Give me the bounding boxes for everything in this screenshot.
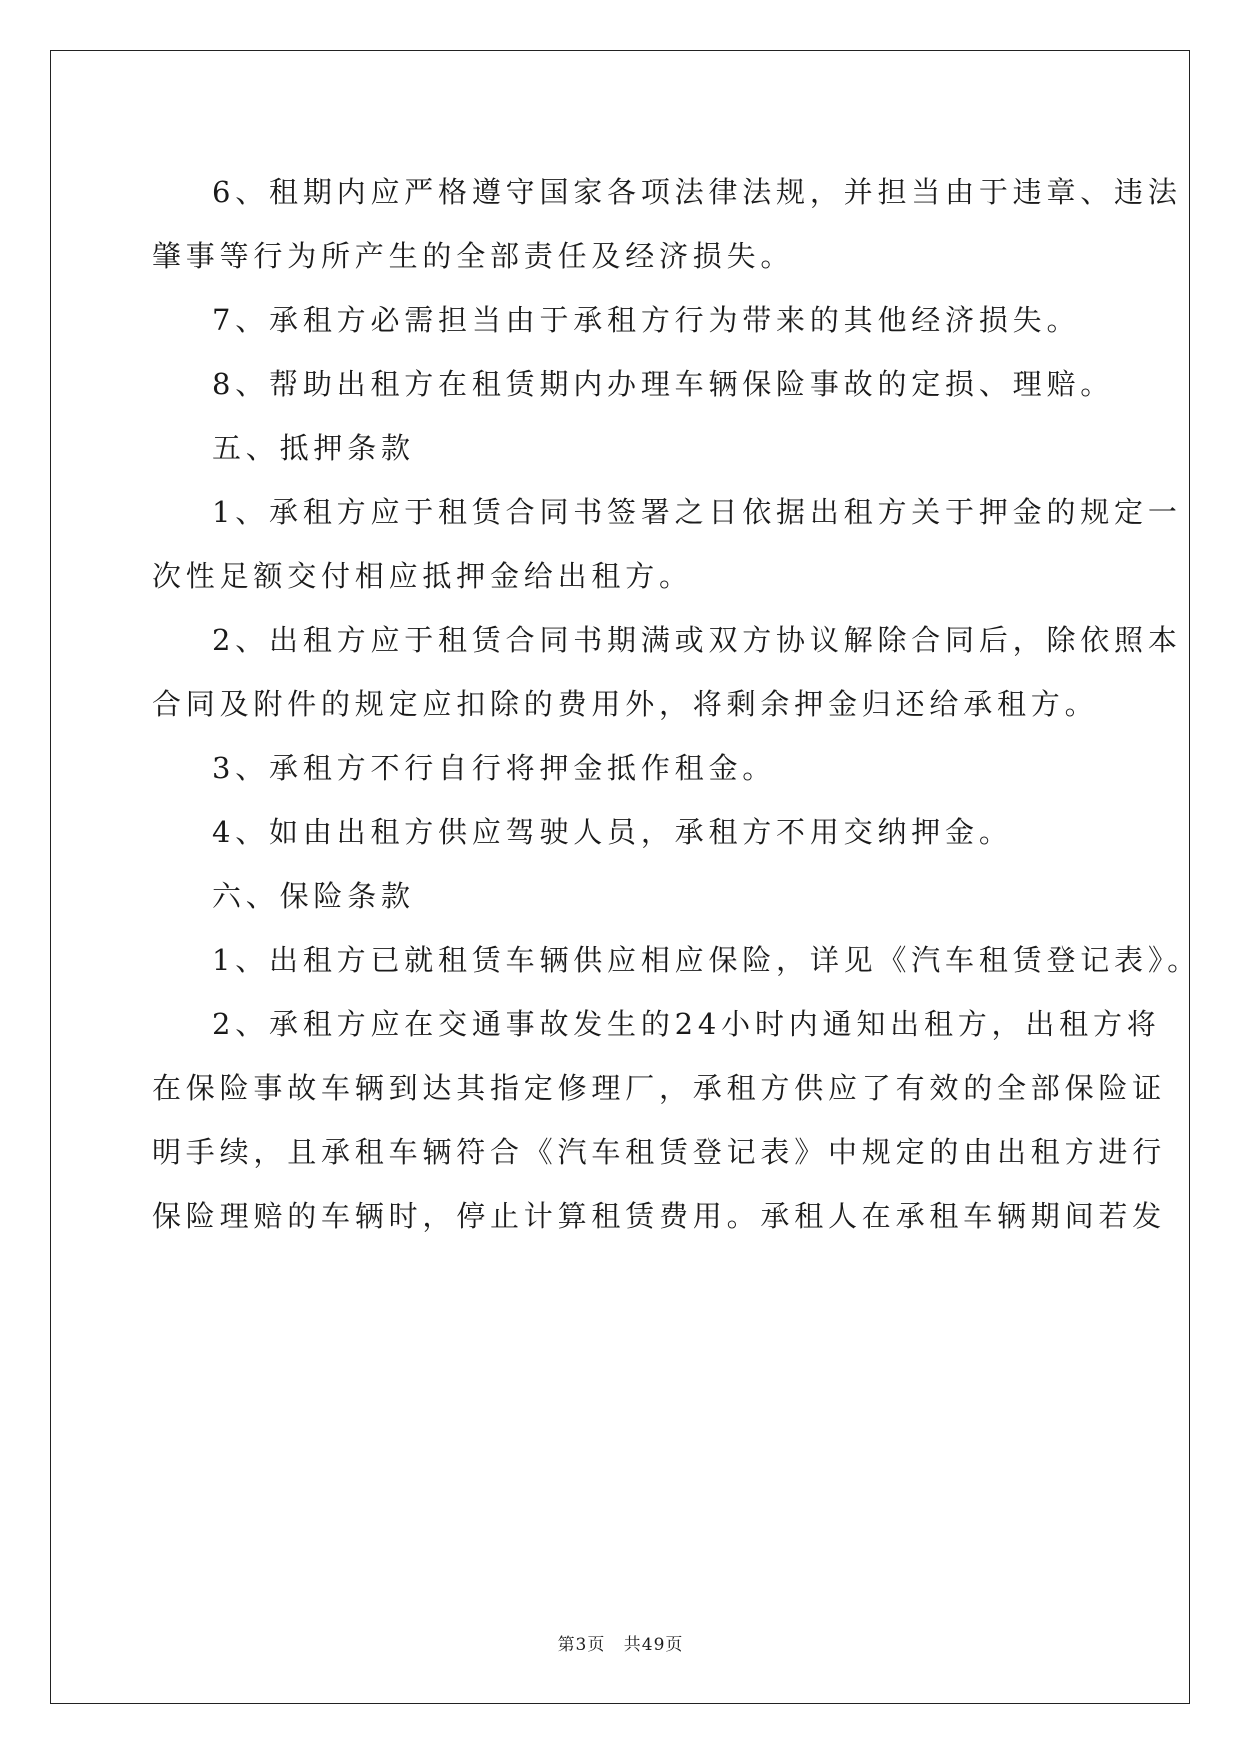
page-footer — [0, 1630, 1241, 1655]
page-total: 共49页 — [623, 1635, 684, 1655]
page-number: 第3页 — [557, 1635, 606, 1655]
text-line: 1、出租方已就租赁车辆供应相应保险，详见《汽车租赁登记表》。 — [212, 943, 1201, 977]
text-line: 2、出租方应于租赁合同书期满或双方协议解除合同后，除依照本 — [212, 623, 1182, 657]
text-line: 保险理赔的车辆时，停止计算租赁费用。承租人在承租车辆期间若发 — [152, 1199, 1167, 1233]
text-line: 8、帮助出租方在租赁期内办理车辆保险事故的定损、理赔。 — [212, 367, 1115, 401]
section-heading: 五、抵押条款 — [212, 431, 415, 465]
text-line: 肇事等行为所产生的全部责任及经济损失。 — [152, 239, 795, 273]
text-line: 在保险事故车辆到达其指定修理厂，承租方供应了有效的全部保险证 — [152, 1071, 1167, 1105]
text-line: 7、承租方必需担当由于承租方行为带来的其他经济损失。 — [212, 303, 1081, 337]
text-line: 明手续，且承租车辆符合《汽车租赁登记表》中规定的由出租方进行 — [152, 1135, 1167, 1169]
text-line: 4、如由出租方供应驾驶人员，承租方不用交纳押金。 — [212, 815, 1013, 849]
text-line: 次性足额交付相应抵押金给出租方。 — [152, 559, 693, 593]
text-line: 6、租期内应严格遵守国家各项法律法规，并担当由于违章、违法 — [212, 175, 1182, 209]
section-heading: 六、保险条款 — [212, 879, 415, 913]
text-line: 3、承租方不行自行将押金抵作租金。 — [212, 751, 777, 785]
document-body — [152, 160, 1201, 1248]
text-line: 2、承租方应在交通事故发生的24小时内通知出租方，出租方将 — [212, 1007, 1161, 1041]
text-line: 合同及附件的规定应扣除的费用外，将剩余押金归还给承租方。 — [152, 687, 1099, 721]
text-line: 1、承租方应于租赁合同书签署之日依据出租方关于押金的规定一 — [212, 495, 1182, 529]
